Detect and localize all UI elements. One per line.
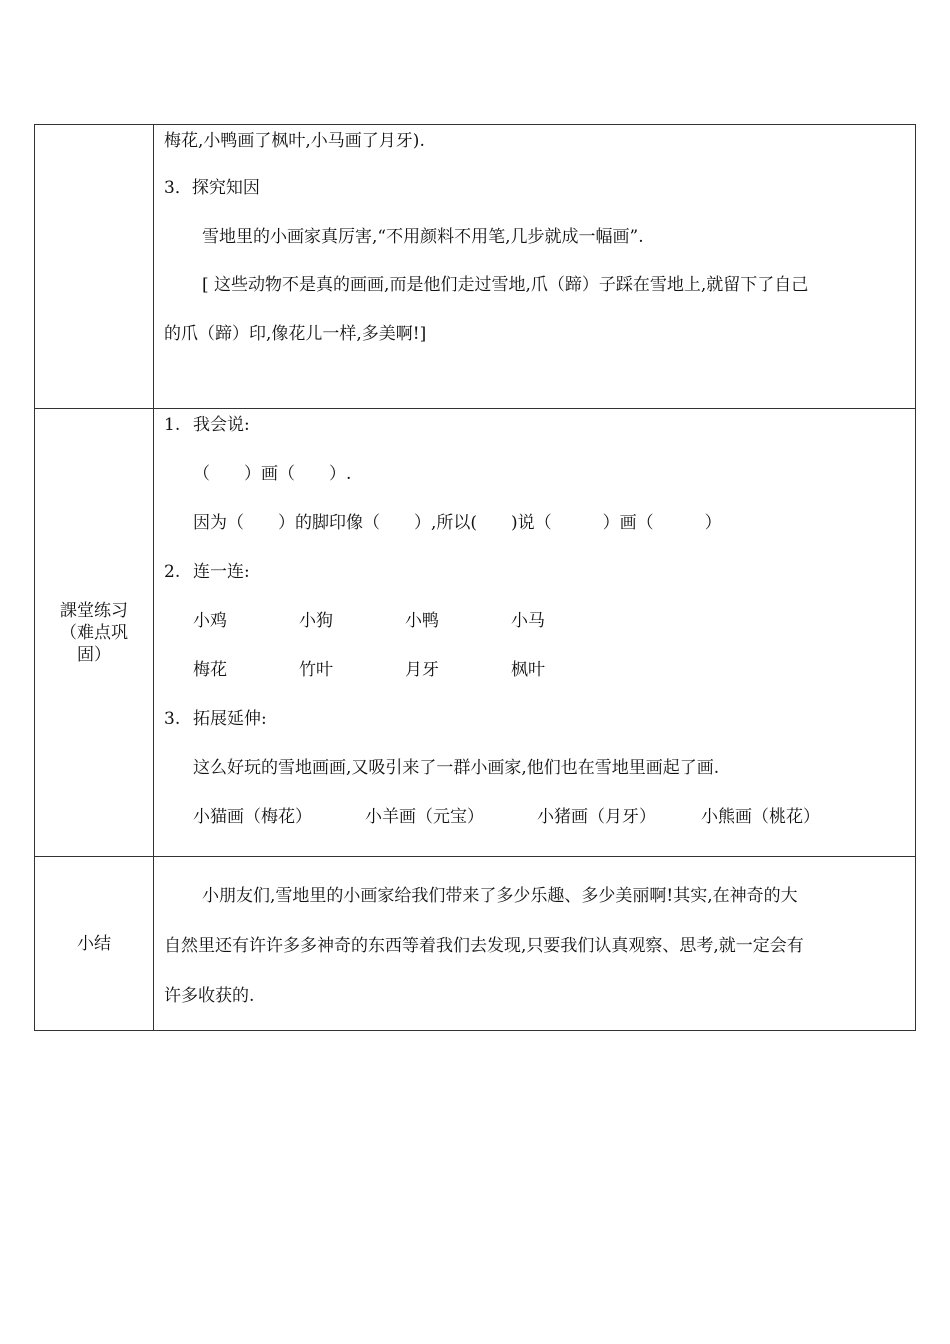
table-row: [35, 409, 916, 857]
match-item: 小狗: [299, 611, 333, 631]
match-item: 小鸡: [193, 611, 227, 631]
question-3-title: [164, 707, 907, 731]
label-line: （难点巩: [60, 622, 128, 643]
match-item: 竹叶: [299, 660, 333, 680]
question-number: 2.: [164, 562, 181, 582]
text-line: 小朋友们,雪地里的小画家给我们带来了多少乐趣、多少美丽啊!其实,在神奇的大: [202, 886, 798, 906]
section-heading: 3．探究知因: [164, 178, 260, 198]
row-label-empty: [35, 125, 154, 409]
text-line: 梅花,小鸭画了枫叶,小马画了月牙).: [164, 131, 425, 151]
text-line: 的爪（蹄）印,像花儿一样,多美啊!]: [164, 324, 427, 344]
text-line: 自然里还有许许多多神奇的东西等着我们去发现,只要我们认真观察、思考,就一定会有: [164, 936, 804, 956]
options-row: [164, 805, 907, 829]
match-item: 小鸭: [405, 611, 439, 631]
lesson-table: [34, 124, 916, 1031]
option-item: 小猫画（梅花）: [193, 807, 312, 827]
label-line: 固）: [77, 644, 111, 665]
match-item: 梅花: [193, 660, 227, 680]
fill-blank-line: （ ）画（ ）.: [193, 464, 352, 484]
explore-content-cell: [154, 125, 916, 409]
label-line: 課堂练习: [60, 600, 128, 621]
summary-content-cell: [154, 857, 916, 1031]
text-line: [ 这些动物不是真的画画,而是他们走过雪地,爪（蹄）子踩在雪地上,就留下了自己: [202, 275, 809, 295]
question-number: 3.: [164, 709, 181, 729]
table-row: [35, 857, 916, 1031]
question-title: 拓展延伸:: [193, 709, 267, 729]
question-2-title: [164, 560, 907, 584]
match-animals-row: [164, 609, 907, 633]
question-title: 我会说:: [193, 415, 250, 435]
text-line: 雪地里的小画家真厉害,“不用颜料不用笔,几步就成一幅画”.: [202, 227, 644, 247]
question-1-title: [164, 413, 907, 437]
match-item: 小马: [511, 611, 545, 631]
match-items-row: [164, 658, 907, 682]
summary-label: 小结: [35, 857, 154, 1031]
question-number: 1.: [164, 415, 181, 435]
practice-content-cell: [154, 409, 916, 857]
option-item: 小熊画（桃花）: [701, 807, 820, 827]
question-title: 连一连:: [193, 562, 250, 582]
fill-blank-line: 因为（ ）的脚印像（ ）,所以( )说（ ）画（ ）: [193, 513, 722, 533]
option-item: 小羊画（元宝）: [365, 807, 484, 827]
text-line: 许多收获的.: [164, 986, 255, 1006]
option-item: 小猪画（月牙）: [537, 807, 656, 827]
match-item: 枫叶: [511, 660, 545, 680]
table-row: [35, 125, 916, 409]
practice-label: [35, 409, 154, 857]
text-line: 这么好玩的雪地画画,又吸引来了一群小画家,他们也在雪地里画起了画.: [193, 758, 720, 778]
match-item: 月牙: [405, 660, 439, 680]
